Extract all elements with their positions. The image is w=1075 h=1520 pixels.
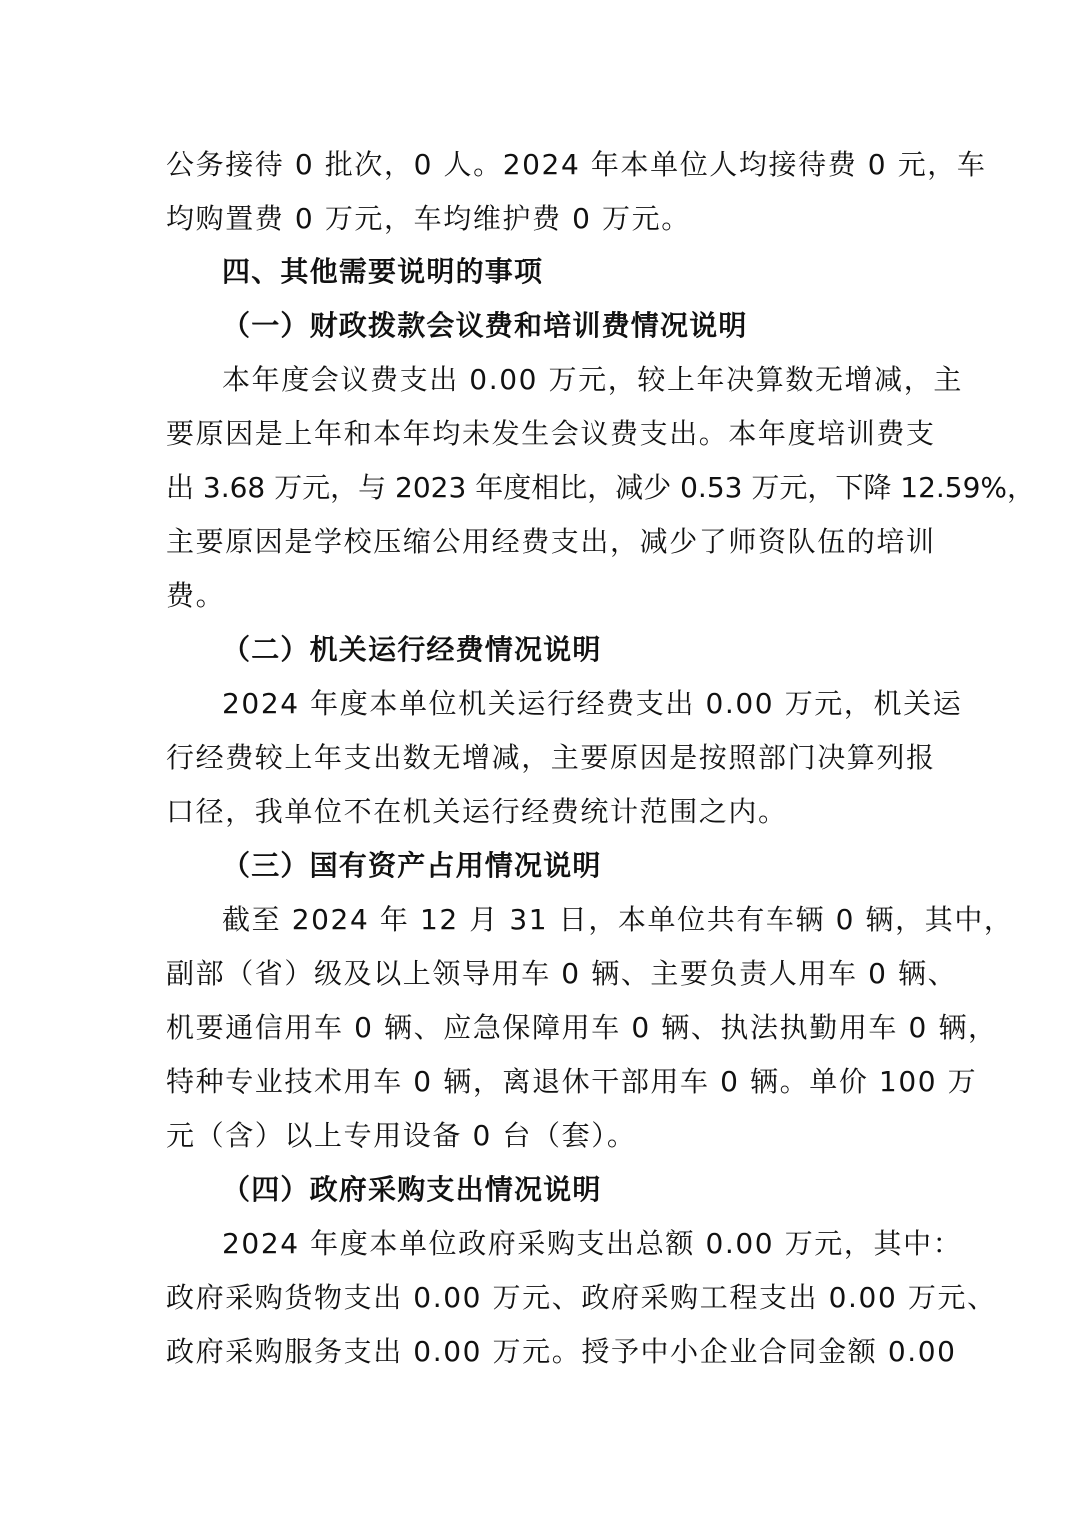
subsection-heading: （一）财政拨款会议费和培训费情况说明 bbox=[222, 309, 748, 342]
subsection-heading: （四）政府采购支出情况说明 bbox=[222, 1173, 602, 1206]
paragraph-line: 截至 2024 年 12 月 31 日，本单位共有车辆 0 辆，其中， bbox=[222, 903, 1014, 936]
paragraph-line: 行经费较上年支出数无增减，主要原因是按照部门决算列报 bbox=[166, 741, 936, 774]
paragraph-line: 特种专业技术用车 0 辆，离退休干部用车 0 辆。单价 100 万 bbox=[166, 1065, 978, 1098]
paragraph-line: 均购置费 0 万元，车均维护费 0 万元。 bbox=[166, 202, 691, 235]
paragraph-line: 要原因是上年和本年均未发生会议费支出。本年度培训费支 bbox=[166, 417, 936, 450]
paragraph-line: 公务接待 0 批次，0 人。2024 年本单位人均接待费 0 元，车 bbox=[166, 148, 987, 181]
paragraph-line: 出 3.68 万元，与 2023 年度相比，减少 0.53 万元，下降 12.59%， bbox=[166, 471, 1036, 504]
subsection-heading: （三）国有资产占用情况说明 bbox=[222, 849, 602, 882]
paragraph-line: 口径，我单位不在机关运行经费统计范围之内。 bbox=[166, 795, 788, 828]
paragraph-line: 2024 年度本单位机关运行经费支出 0.00 万元，机关运 bbox=[222, 687, 963, 720]
paragraph-line: 主要原因是学校压缩公用经费支出，减少了师资队伍的培训 bbox=[166, 525, 936, 558]
paragraph-line: 政府采购服务支出 0.00 万元。授予中小企业合同金额 0.00 bbox=[166, 1335, 957, 1368]
paragraph-line: 2024 年度本单位政府采购支出总额 0.00 万元，其中： bbox=[222, 1227, 963, 1260]
paragraph-line: 元（含）以上专用设备 0 台（套）。 bbox=[166, 1119, 637, 1152]
section-heading: 四、其他需要说明的事项 bbox=[222, 255, 544, 288]
paragraph-line: 副部（省）级及以上领导用车 0 辆、主要负责人用车 0 辆、 bbox=[166, 957, 958, 990]
paragraph-line: 本年度会议费支出 0.00 万元，较上年决算数无增减，主 bbox=[222, 363, 963, 396]
paragraph-line: 政府采购货物支出 0.00 万元、政府采购工程支出 0.00 万元、 bbox=[166, 1281, 997, 1314]
paragraph-line: 机要通信用车 0 辆、应急保障用车 0 辆、执法执勤用车 0 辆， bbox=[166, 1011, 998, 1044]
subsection-heading: （二）机关运行经费情况说明 bbox=[222, 633, 602, 666]
paragraph-line: 费。 bbox=[166, 579, 226, 612]
